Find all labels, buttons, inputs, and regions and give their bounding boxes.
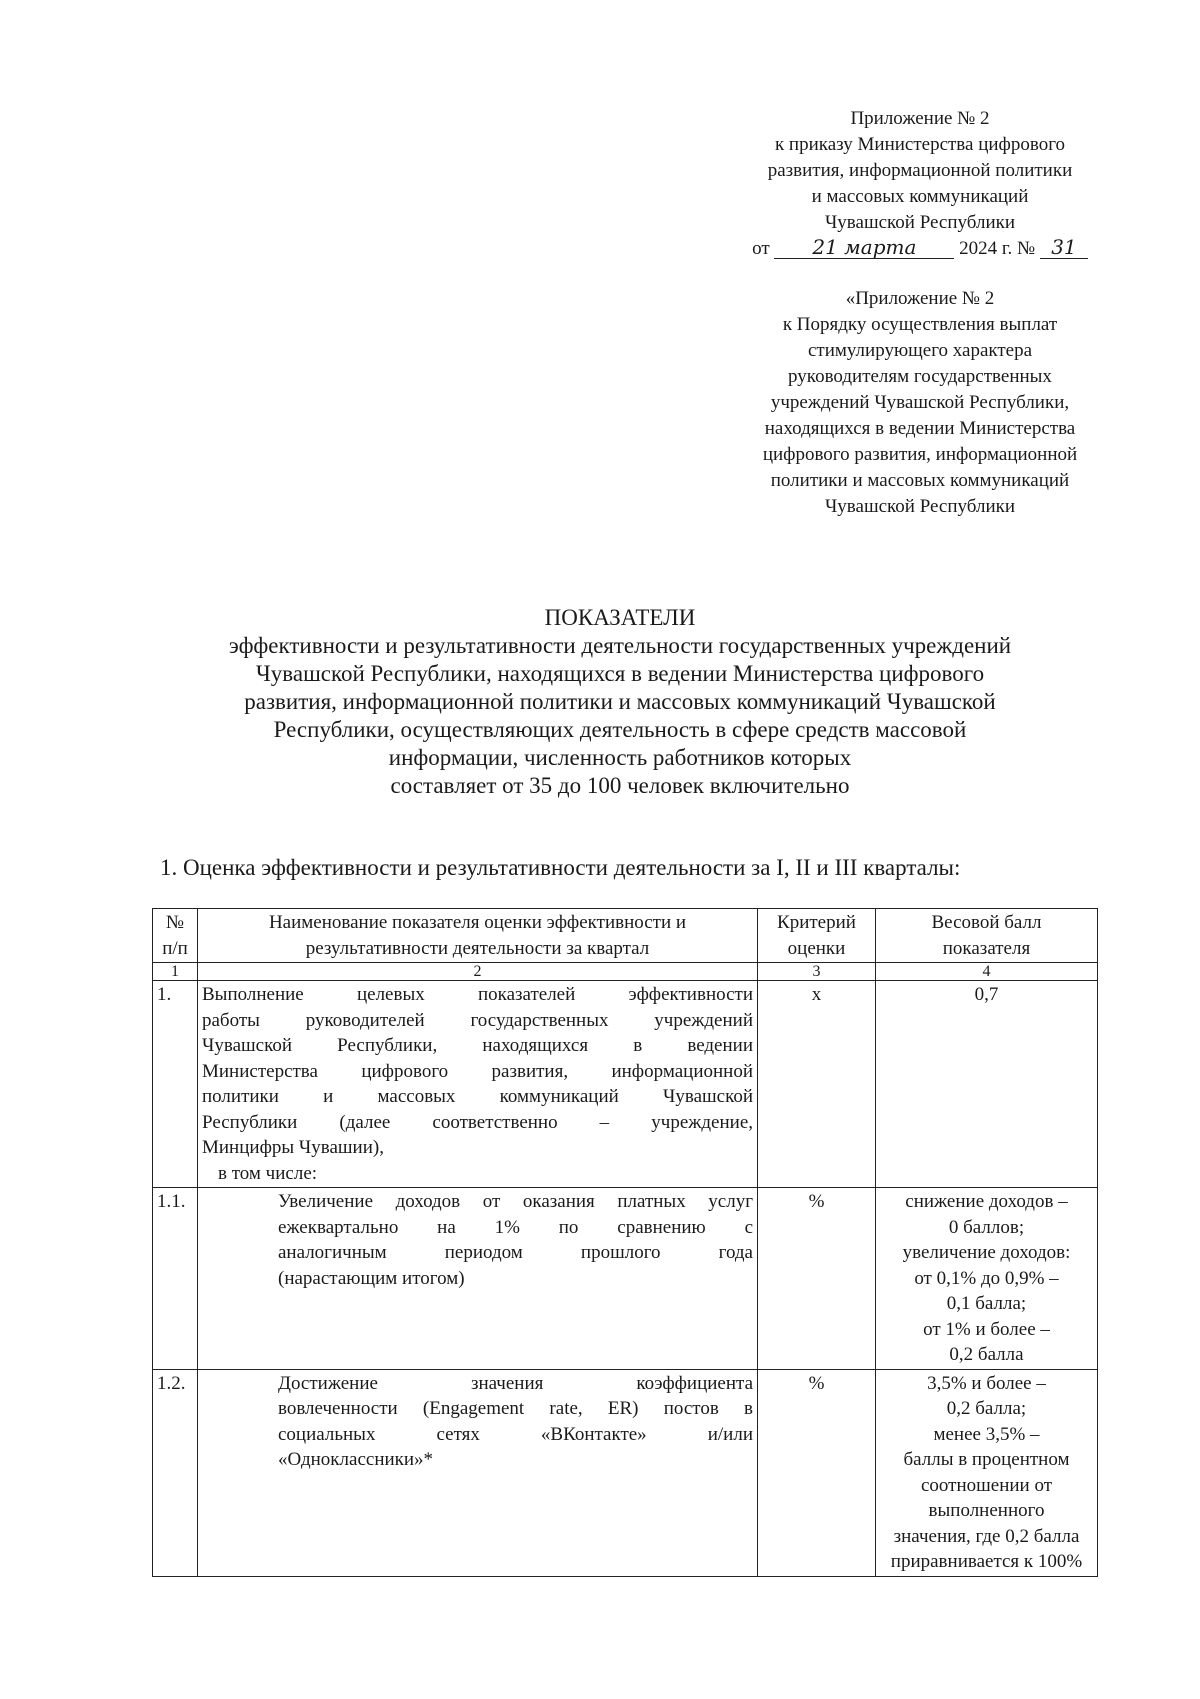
header-weight: Весовой балл показателя bbox=[876, 909, 1098, 963]
procedure-header-line: Чувашской Республики bbox=[824, 496, 1016, 517]
appendix-header-line: Приложение № 2 bbox=[850, 108, 990, 129]
procedure-header-line: политики и массовых коммуникаций bbox=[770, 470, 1070, 491]
table-row bbox=[153, 981, 1098, 1188]
column-number: 4 bbox=[876, 963, 1098, 981]
row-number: 1.2. bbox=[153, 1369, 198, 1576]
section-heading: 1. Оценка эффективности и результативности деятельности за I, II и III кварталы: bbox=[160, 855, 961, 880]
procedure-header-line: к Порядку осуществления выплат bbox=[782, 314, 1058, 335]
criterion: x bbox=[758, 981, 876, 1188]
title-line: составляет от 35 до 100 человек включительно bbox=[390, 773, 850, 798]
title-line: Чувашской Республики, находящихся в ведении Министерства цифрового bbox=[255, 661, 985, 686]
procedure-header-line: находящихся в ведении Министерства bbox=[764, 418, 1076, 439]
title-line: эффективности и результативности деятельности государственных учреждений bbox=[228, 633, 1012, 658]
appendix-header-line: к приказу Министерства цифрового bbox=[774, 134, 1066, 155]
header-criterion: Критерий оценки bbox=[758, 909, 876, 963]
order-date-line bbox=[720, 236, 1120, 262]
date-prefix: от bbox=[752, 238, 770, 259]
header-indicator-name: Наименование показателя оценки эффективности и результативности деятельности за квартал bbox=[198, 909, 758, 963]
procedure-header-line: учреждений Чувашской Республики, bbox=[770, 392, 1070, 413]
procedure-header-line: «Приложение № 2 bbox=[845, 288, 995, 309]
title-line: развития, информационной политики и массовых коммуникаций Чувашской bbox=[244, 689, 996, 714]
appendix-header-line: развития, информационной политики bbox=[767, 160, 1073, 181]
criterion: % bbox=[758, 1369, 876, 1576]
title-heading: ПОКАЗАТЕЛИ bbox=[544, 605, 696, 630]
weight-score: 0,7 bbox=[876, 981, 1098, 1188]
indicator-name: Достижение значения коэффициента вовлеченности (Engagement rate, ER) постов в социальных сетях «ВКонтакте» и/или «Одноклассники»* bbox=[198, 1369, 758, 1576]
procedure-header-line: стимулирующего характера bbox=[807, 340, 1033, 361]
indicator-name: Выполнение целевых показателей эффективности работы руководителей государственных учреждений Чувашской Республики, находящихся в ведении Министерства цифрового развития, информационной политики и массовых коммуникаций Чувашской Республики (далее соответственно – учреждение, Минцифры Чувашии), в том числе: bbox=[198, 981, 758, 1188]
table-row bbox=[153, 1188, 1098, 1370]
appendix-header-line: Чувашской Республики bbox=[824, 212, 1016, 233]
procedure-header-line: цифрового развития, информационной bbox=[762, 444, 1078, 465]
column-numbers-row bbox=[153, 963, 1098, 981]
indicator-name: Увеличение доходов от оказания платных услуг ежеквартально на 1% по сравнению с аналогичным периодом прошлого года (нарастающим итогом) bbox=[198, 1188, 758, 1370]
row-number: 1.1. bbox=[153, 1188, 198, 1370]
title-line: информации, численность работников которых bbox=[388, 745, 852, 770]
handwritten-date: 21 марта bbox=[774, 236, 954, 259]
procedure-header bbox=[720, 286, 1120, 520]
weight-score: 3,5% и более – 0,2 балла; менее 3,5% – баллы в процентном соотношении от выполненного значения, где 0,2 балла приравнивается к 100% bbox=[876, 1369, 1098, 1576]
criterion: % bbox=[758, 1188, 876, 1370]
title-line: Республики, осуществляющих деятельность в сфере средств массовой bbox=[273, 717, 967, 742]
table-header-row bbox=[153, 909, 1098, 963]
indicators-table bbox=[152, 908, 1098, 1577]
column-number: 3 bbox=[758, 963, 876, 981]
header-number: № п/п bbox=[153, 909, 198, 963]
column-number: 1 bbox=[153, 963, 198, 981]
document-title bbox=[100, 604, 1140, 800]
column-number: 2 bbox=[198, 963, 758, 981]
appendix-header bbox=[720, 106, 1120, 262]
order-year: 2024 г. № bbox=[959, 238, 1036, 259]
table-row bbox=[153, 1369, 1098, 1576]
procedure-header-line: руководителям государственных bbox=[788, 366, 1052, 387]
appendix-header-line: и массовых коммуникаций bbox=[811, 186, 1029, 207]
row-number: 1. bbox=[153, 981, 198, 1188]
weight-score: снижение доходов – 0 баллов; увеличение доходов: от 0,1% до 0,9% – 0,1 балла; от 1% и более – 0,2 балла bbox=[876, 1188, 1098, 1370]
handwritten-order-number: 31 bbox=[1040, 236, 1088, 259]
